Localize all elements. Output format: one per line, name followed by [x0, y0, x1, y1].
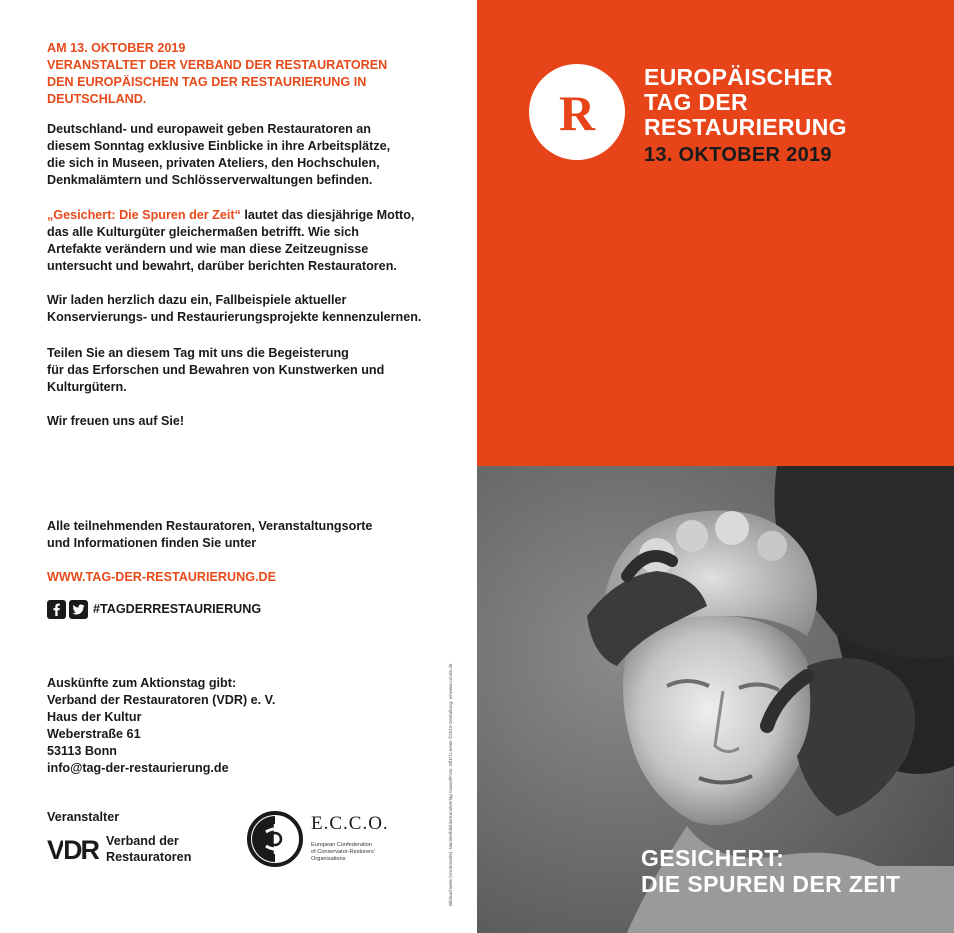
organizer-label: Veranstalter [47, 810, 120, 824]
contact-street: Weberstraße 61 [47, 727, 141, 741]
ecco-sub-line: European Confederation [311, 842, 372, 848]
cover-motto-line: GESICHERT: [641, 845, 785, 871]
motto-quote: „Gesichert: Die Spuren der Zeit“ [47, 208, 241, 222]
image-credit [448, 602, 458, 906]
contact-org: Verband der Restauratoren (VDR) e. V. [47, 693, 276, 707]
vdr-name-line: Restauratoren [106, 850, 192, 864]
text-line: Teilen Sie an diesem Tag mit uns die Begeisterung [47, 346, 349, 360]
ecco-logo-icon [246, 810, 304, 868]
cover-motto [641, 845, 900, 897]
paragraph-intro [47, 121, 447, 189]
text-line: für das Erforschen und Bewahren von Kunstwerken und [47, 363, 385, 377]
hashtag: #TAGDERRESTAURIERUNG [93, 602, 262, 616]
cover-title [644, 65, 847, 140]
vdr-logo [47, 834, 99, 862]
ecco-sub-line: Organisations [311, 856, 346, 862]
vdr-name [106, 833, 191, 865]
text-line: untersucht und bewahrt, darüber berichten Restauratoren. [47, 259, 397, 273]
intro-line: DEN EUROPÄISCHEN TAG DER RESTAURIERUNG IN [47, 75, 367, 89]
contact-line: Haus der Kultur [47, 710, 142, 724]
facebook-icon[interactable] [47, 600, 66, 619]
website-link[interactable]: WWW.TAG-DER-RESTAURIERUNG.DE [47, 570, 276, 584]
paragraph-invitation [47, 292, 447, 326]
image-credit-text: Bildnachweis (Vorderseite): Mumienbildnis/Kunstverlag Kassel/Foto: MfJ/J.Leewe ©2019 Gestaltung: wnwww.conde.de [448, 663, 453, 906]
contact-heading: Auskünfte zum Aktionstag gibt: [47, 676, 237, 690]
contact-block [47, 675, 347, 777]
text-line: Konservierungs- und Restaurierungsprojekte kennenzulernen. [47, 310, 422, 324]
text-line: das alle Kulturgüter gleichermaßen betrifft. Wie sich [47, 225, 359, 239]
logo-badge [529, 64, 625, 160]
paragraph-share [47, 345, 447, 396]
vdr-name-line: Verband der [106, 834, 179, 848]
intro-heading [47, 40, 447, 108]
cover-title-line: RESTAURIERUNG [644, 114, 847, 140]
text-line: und Informationen finden Sie unter [47, 536, 257, 550]
text-line: Deutschland- und europaweit geben Restauratoren an [47, 122, 371, 136]
ecco-subtitle [311, 842, 421, 863]
text-line: Alle teilnehmenden Restauratoren, Veranstaltungsorte [47, 519, 373, 533]
social-row [47, 598, 261, 620]
paragraph-motto [47, 207, 447, 275]
intro-line: VERANSTALTET DER VERBAND DER RESTAURATOREN [47, 58, 388, 72]
paragraph-info [47, 518, 447, 552]
contact-email[interactable]: info@tag-der-restaurierung.de [47, 761, 229, 775]
logo-letter: R [558, 85, 596, 141]
text-line: Denkmalämtern und Schlösserverwaltungen befinden. [47, 173, 373, 187]
paragraph-closing: Wir freuen uns auf Sie! [47, 414, 185, 428]
text-line: Wir laden herzlich dazu ein, Fallbeispiele aktueller [47, 293, 347, 307]
text-line: diesem Sonntag exklusive Einblicke in ihre Arbeitsplätze, [47, 139, 391, 153]
contact-city: 53113 Bonn [47, 744, 117, 758]
text-line: Kulturgütern. [47, 380, 127, 394]
motto-rest: lautet das diesjährige Motto, [240, 208, 415, 222]
text-line [47, 207, 447, 224]
cover-motto-line: DIE SPUREN DER ZEIT [641, 871, 901, 897]
vdr-logo-text: VDR [47, 835, 99, 862]
intro-line: AM 13. OKTOBER 2019 [47, 41, 186, 55]
cover-date: 13. OKTOBER 2019 [644, 144, 832, 166]
text-line: die sich in Museen, privaten Ateliers, den Hochschulen, [47, 156, 380, 170]
twitter-icon[interactable] [69, 600, 88, 619]
ecco-sub-line: of Conservator-Restorers' [311, 849, 375, 855]
cover-title-line: TAG DER [644, 89, 748, 115]
cover-title-line: EUROPÄISCHER [644, 64, 833, 90]
text-line: Artefakte verändern und wie man diese Zeitzeugnisse [47, 242, 369, 256]
intro-line: DEUTSCHLAND. [47, 92, 147, 106]
ecco-title: E.C.C.O. [311, 813, 389, 834]
